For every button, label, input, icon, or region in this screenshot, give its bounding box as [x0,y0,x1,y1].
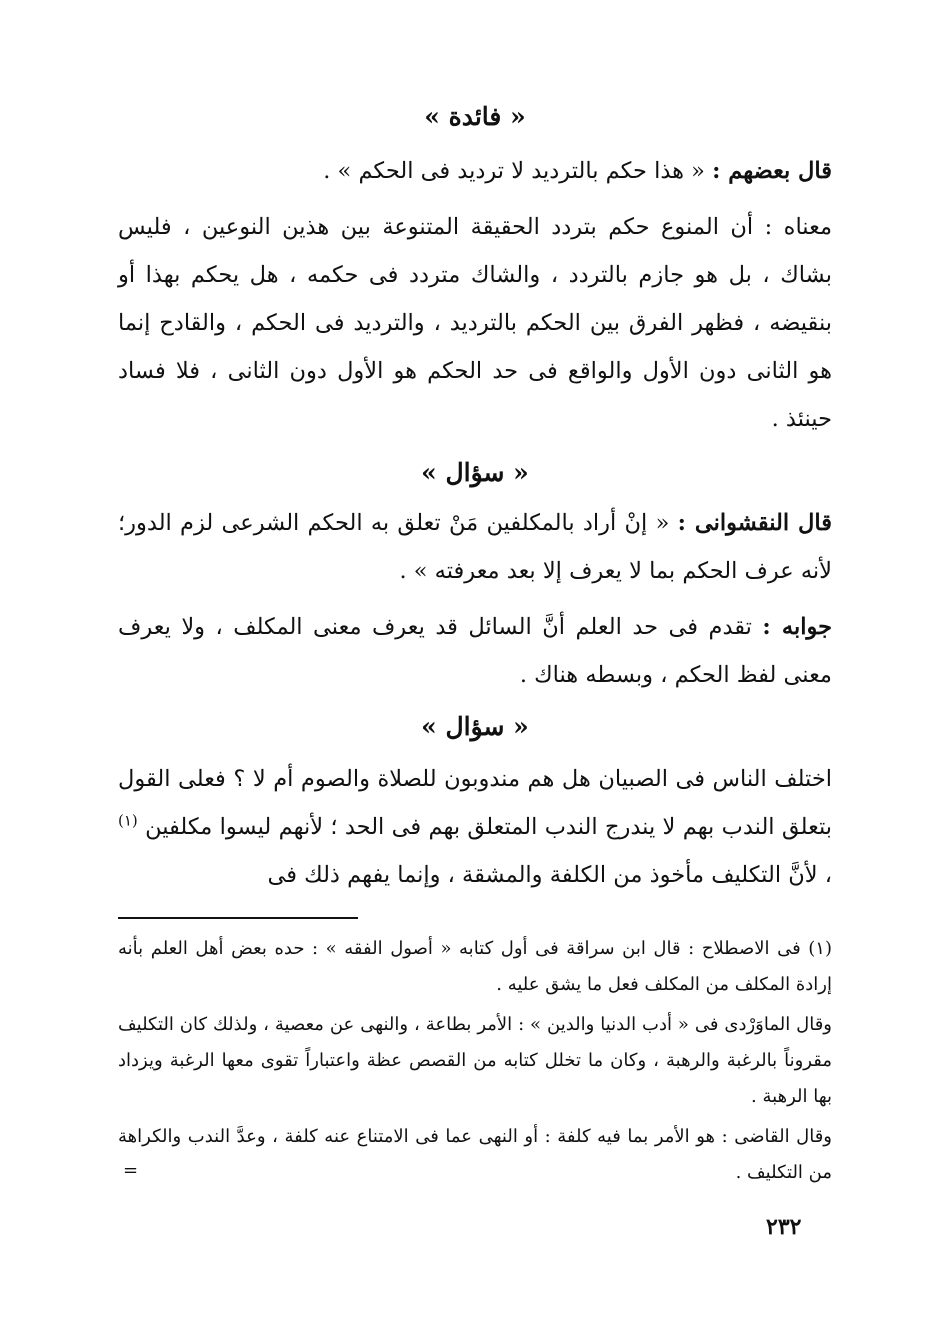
paragraph-1-lead: قال بعضهم : [712,158,832,184]
paragraph-3-lead: قال النقشوانى : [677,510,832,536]
continuation-mark: = [123,1160,139,1181]
footnote-separator [118,917,358,919]
paragraph-1-text: « هذا حكم بالترديد لا ترديد فى الحكم » . [323,158,713,184]
paragraph-4 [118,603,832,699]
paragraph-4-lead: جوابه : [762,614,832,640]
paragraph-1 [118,147,832,195]
paragraph-5-before: اختلف الناس فى الصبيان هل هم مندوبون للصلاة والصوم أم لا ؟ فعلى القول بتعلق الندب بهم لا يندرج الندب المتعلق بهم فى الحد ؛ لأنهم ليسوا مكلفين [118,766,832,840]
footnote-ref-1: (١) [118,811,138,830]
footnote-3: وقال القاضى : هو الأمر بما فيه كلفة : أو النهى عما فى الامتناع عنه كلفة ، وعدَّ الندب والكراهة من التكليف . [118,1126,832,1183]
page-content [118,95,832,1191]
paragraph-4-text: تقدم فى حد العلم أنَّ السائل قد يعرف معنى المكلف ، ولا يعرف معنى لفظ الحكم ، وبسطه هناك . [118,614,832,688]
paragraph-2: معناه : أن المنوع حكم بتردد الحقيقة المتنوعة بين هذين النوعين ، فليس بشاك ، بل هو جازم بالتردد ، والشاك متردد فى حكمه ، هل يحكم بهذا أو بنقيضه ، فظهر الفرق بين الحكم بالترديد ، والترديد فى الحكم ، والقادح إنما هو الثانى دون الأول والواقع فى حد الحكم هو الأول دون الثانى ، فلا فساد حينئذ . [118,214,832,432]
paragraph-5-after: ، لأنَّ التكليف مأخوذ من الكلفة والمشقة ، وإنما يفهم ذلك فى [267,862,832,888]
paragraph-3-text: « إنْ أراد بالمكلفين مَنْ تعلق به الحكم الشرعى لزم الدور؛ لأنه عرف الحكم بما لا يعرف إلا بعد معرفته » . [118,510,832,584]
paragraph-3 [118,499,832,595]
heading-sual-2: « سؤال » [421,712,529,741]
footnote-1: (١) فى الاصطلاح : قال ابن سراقة فى أول كتابه « أصول الفقه » : حده بعض أهل العلم بأنه إرادة المكلف من المكلف فعل ما يشق عليه . [118,938,832,995]
paragraph-5 [118,755,832,899]
heading-sual-1: « سؤال » [421,458,529,487]
page-number: ٢٣٢ [766,1214,802,1240]
heading-faida: « فائدة » [424,102,526,131]
footnote-2: وقال الماوَرْدى فى « أدب الدنيا والدين » : الأمر بطاعة ، والنهى عن معصية ، ولذلك كان التكليف مقروناً بالرغبة والرهبة ، وكان ما تخلل كتابه من القصص عظة واعتباراً تقوى معها الرغبة ويزداد بها الرهبة . [118,1014,832,1107]
